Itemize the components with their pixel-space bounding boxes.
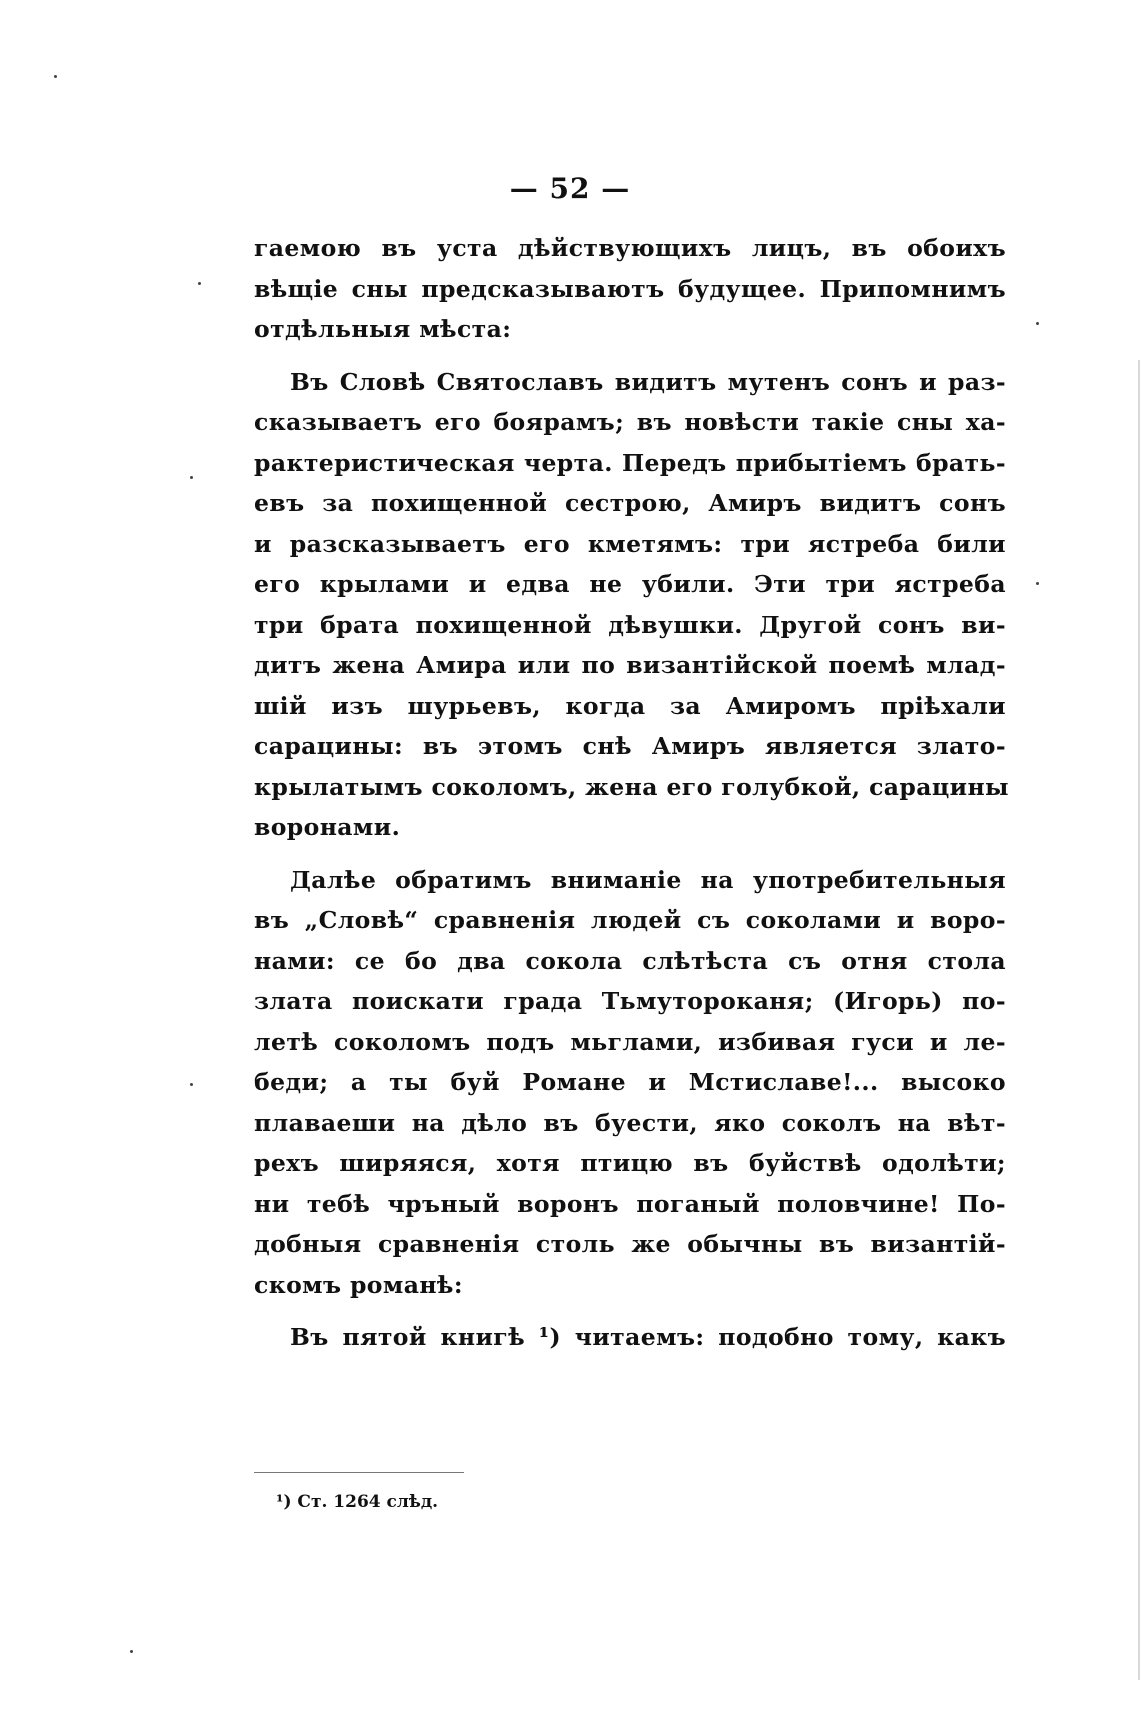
text-line: воронами.: [254, 813, 401, 841]
scan-speck: [54, 75, 57, 78]
text-line: три брата похищенной дѣвушки. Другой сонъ ви-: [254, 610, 1006, 639]
text-line: и разсказываетъ его кметямъ: три ястреба били: [254, 529, 1006, 558]
text-line: нами: се бо два сокола слѣтѣста съ отня стола: [254, 946, 1006, 975]
scan-speck: [190, 1083, 193, 1086]
text-line: гаемою въ уста дѣйствующихъ лицъ, въ обоихъ: [254, 234, 1006, 262]
text-line: плаваеши на дѣло въ буести, яко соколъ на вѣт-: [254, 1108, 1006, 1137]
text-line: дитъ жена Амира или по византійской поемѣ млад-: [254, 651, 1006, 679]
text-line: евъ за похищенной сестрою, Амиръ видитъ сонъ: [254, 489, 1006, 517]
body-text: [254, 228, 1010, 1358]
text-line: добныя сравненія столь же обычны въ византій-: [254, 1230, 1006, 1258]
scan-speck: [1036, 322, 1039, 325]
text-line: сказываетъ его боярамъ; въ новѣсти такіе сны ха-: [254, 408, 1006, 436]
text-line: рактеристическая черта. Передъ прибытіемъ брать-: [254, 448, 1006, 477]
text-line: отдѣльныя мѣста:: [254, 315, 512, 343]
scan-speck: [130, 1650, 133, 1653]
text-line: Въ Словѣ Святославъ видитъ мутенъ сонъ и раз-: [290, 367, 1006, 396]
scan-speck: [198, 282, 201, 285]
footnote: ¹) Ст. 1264 слѣд.: [276, 1492, 439, 1512]
text-line: злата поискати града Тьмутороканя; (Игорь) по-: [254, 987, 1006, 1015]
text-line: сарацины: въ этомъ снѣ Амиръ является злато-: [254, 732, 1006, 760]
text-line: Далѣе обратимъ вниманіе на употребительныя: [290, 865, 1006, 894]
text-line: въ „Словѣ“ сравненія людей съ соколами и воро-: [254, 906, 1006, 934]
text-line: беди; а ты буй Романе и Мстиславе!... высоко: [254, 1068, 1006, 1096]
text-line: скомъ романѣ:: [254, 1270, 463, 1299]
scan-speck: [190, 476, 193, 479]
footnote-rule: [254, 1472, 464, 1473]
text-line: ни тебѣ чръный воронъ поганый половчине! По-: [254, 1189, 1006, 1218]
text-line: его крылами и едва не убили. Эти три ястреба: [254, 570, 1006, 598]
text-line: летѣ соколомъ подъ мьглами, избивая гуси и ле-: [254, 1027, 1006, 1056]
text-line: крылатымъ соколомъ, жена его голубкой, сарацины: [254, 772, 1010, 801]
text-line: вѣщіе сны предсказываютъ будущее. Припомнимъ: [254, 274, 1006, 303]
scan-speck: [1036, 582, 1039, 585]
page-number: — 52 —: [509, 172, 631, 205]
text-line: рехъ ширяяся, хотя птицю въ буйствѣ одолѣти;: [254, 1149, 1006, 1177]
text-line: шій изъ шурьевъ, когда за Амиромъ пріѣхали: [254, 691, 1006, 720]
text-line: Въ пятой книгѣ ¹) читаемъ: подобно тому, какъ: [290, 1323, 1006, 1351]
